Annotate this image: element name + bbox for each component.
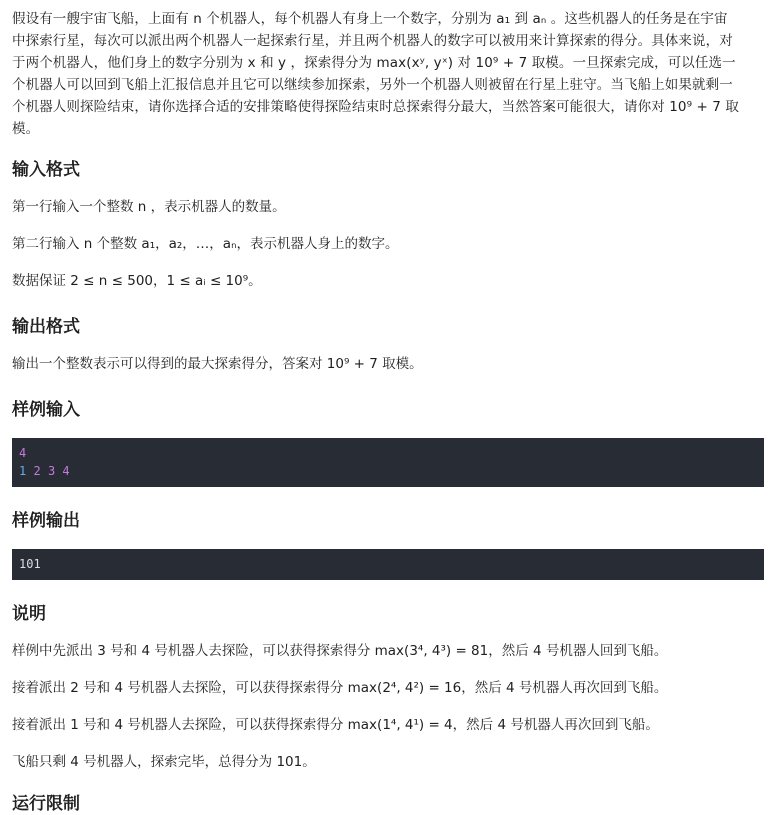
sample-output-line-1: 101 — [19, 557, 41, 571]
input-format-constraints: 数据保证 2 ≤ n ≤ 500，1 ≤ aᵢ ≤ 10⁹。 — [12, 273, 262, 289]
intro-line-3: 于两个机器人，他们身上的数字分别为 x 和 y ，探索得分为 max(xʸ, yˣ) 对 10⁹ + 7 取模。一旦探索完成，可以任选一 — [12, 55, 736, 71]
intro-paragraph — [12, 8, 767, 140]
sample-input-line-2 — [19, 462, 757, 480]
sample-input-code-block — [12, 438, 764, 487]
explanation-line-4: 飞船只剩 4 号机器人，探索完毕，总得分为 101。 — [12, 754, 316, 770]
explanation-line-1: 样例中先派出 3 号和 4 号机器人去探险，可以获得探索得分 max(3⁴, 4³) = 81，然后 4 号机器人回到飞船。 — [12, 643, 668, 659]
intro-line-4: 个机器人可以回到飞船上汇报信息并且它可以继续参加探索，另外一个机器人则被留在行星上驻守。当飞船上如果就剩一 — [12, 77, 733, 93]
output-format-heading: 输出格式 — [12, 317, 80, 337]
intro-line-6: 模。 — [12, 121, 40, 137]
intro-line-5: 个机器人则探险结束，请你选择合适的安排策略使得探险结束时总探索得分最大，当然答案可能很大，请你对 10⁹ + 7 取 — [12, 99, 739, 115]
sample-input-value-4: 4 — [62, 464, 70, 478]
sample-input-heading: 样例输入 — [12, 400, 80, 420]
input-format-line-1: 第一行输入一个整数 n ，表示机器人的数量。 — [12, 199, 286, 215]
sample-input-value-3: 3 — [47, 464, 56, 478]
output-format-line-1: 输出一个整数表示可以得到的最大探索得分，答案对 10⁹ + 7 取模。 — [12, 356, 423, 372]
sample-output-code-block — [12, 549, 764, 580]
sample-input-value-1: 1 — [19, 464, 27, 478]
sample-output-heading: 样例输出 — [12, 511, 80, 531]
explanation-heading: 说明 — [12, 604, 46, 624]
input-format-line-2: 第二行输入 n 个整数 a₁，a₂，…，aₙ，表示机器人身上的数字。 — [12, 236, 399, 252]
sample-input-value-2: 2 — [33, 464, 41, 478]
input-format-heading: 输入格式 — [12, 160, 80, 180]
sample-input-line-1: 4 — [19, 446, 27, 460]
limits-heading: 运行限制 — [12, 794, 80, 814]
explanation-line-2: 接着派出 2 号和 4 号机器人去探险，可以获得探索得分 max(2⁴, 4²) = 16，然后 4 号机器人再次回到飞船。 — [12, 680, 668, 696]
intro-line-1: 假设有一艘宇宙飞船，上面有 n 个机器人，每个机器人有身上一个数字，分别为 a₁ 到 aₙ 。这些机器人的任务是在宇宙 — [12, 11, 728, 27]
explanation-line-3: 接着派出 1 号和 4 号机器人去探险，可以获得探索得分 max(1⁴, 4¹) = 4，然后 4 号机器人再次回到飞船。 — [12, 717, 659, 733]
intro-line-2: 中探索行星，每次可以派出两个机器人一起探索行星，并且两个机器人的数字可以被用来计算探索的得分。具体来说，对 — [12, 33, 733, 49]
